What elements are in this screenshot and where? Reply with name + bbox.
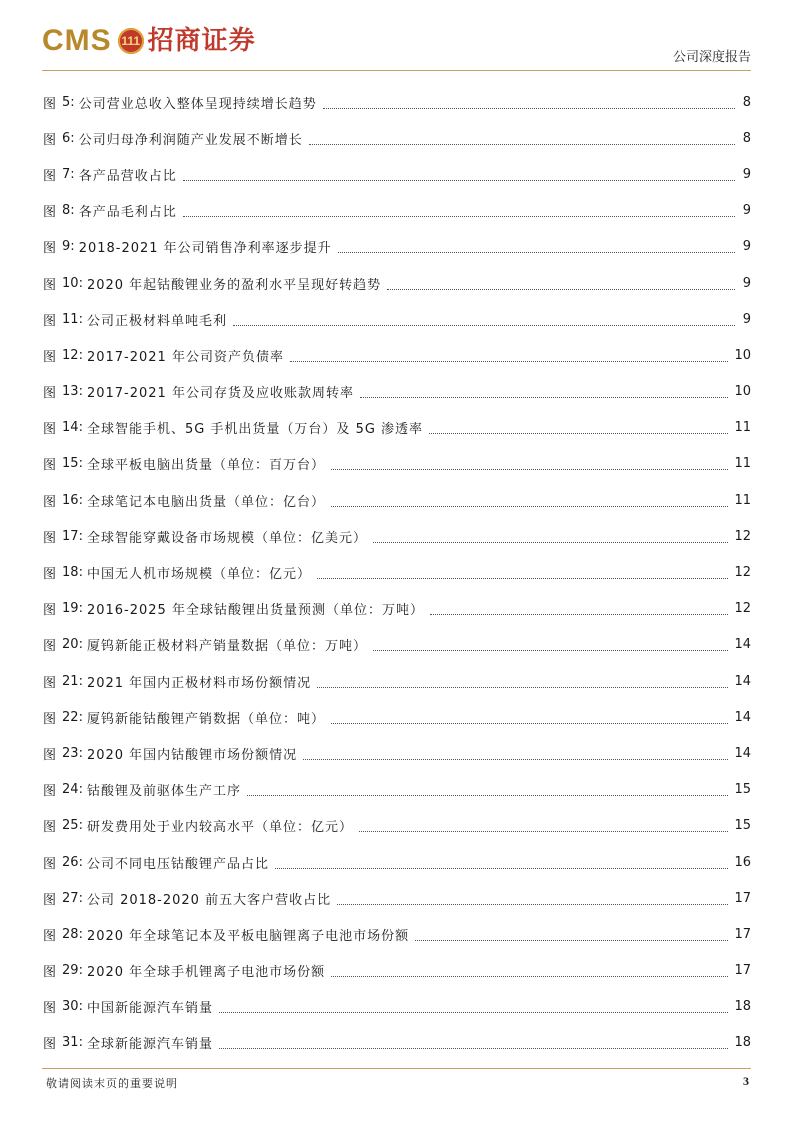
figure-title: 2016-2025 年全球钴酸锂出货量预测（单位：万吨）	[86, 603, 424, 619]
toc-entry-label	[43, 925, 409, 944]
page-header	[0, 0, 793, 72]
toc-entry-label	[43, 274, 381, 293]
figure-prefix: 图	[43, 675, 61, 691]
figure-prefix: 图	[43, 965, 61, 981]
toc-entry[interactable]	[43, 591, 751, 627]
page-number: 3	[743, 1074, 749, 1088]
company-logo	[42, 26, 256, 56]
figure-page-number: 9	[742, 311, 751, 327]
figure-number: 10	[62, 275, 79, 291]
toc-entry-label	[43, 382, 354, 401]
figure-page-number: 9	[742, 166, 751, 182]
figure-number: 18	[62, 565, 79, 581]
figure-page-number: 11	[734, 456, 751, 472]
dot-leader	[387, 289, 735, 290]
figure-title: 中国无人机市场规模（单位：亿元）	[86, 567, 311, 583]
toc-entry-label	[43, 165, 177, 184]
figure-number-separator: :	[78, 890, 83, 906]
toc-entry[interactable]	[43, 84, 751, 120]
figure-prefix: 图	[43, 711, 61, 727]
figure-prefix: 图	[43, 241, 61, 257]
figure-number: 21	[62, 673, 79, 689]
toc-entry[interactable]	[43, 1025, 751, 1061]
figure-prefix: 图	[43, 928, 61, 944]
toc-entry[interactable]	[43, 518, 751, 554]
toc-entry-label	[43, 853, 269, 872]
figure-number: 22	[62, 709, 79, 725]
toc-entry-label	[43, 454, 325, 473]
figure-title: 各产品营收占比	[78, 168, 177, 184]
figure-title: 钴酸锂及前驱体生产工序	[86, 784, 241, 800]
figure-page-number: 17	[734, 963, 751, 979]
figure-number-separator: :	[78, 601, 83, 617]
logo-cms-text: CMS	[42, 24, 112, 57]
logo-emblem-icon: 111	[118, 28, 144, 54]
toc-entry[interactable]	[43, 808, 751, 844]
toc-entry-label	[43, 708, 325, 727]
figure-page-number: 12	[734, 601, 751, 617]
dot-leader	[331, 723, 728, 724]
figure-page-number: 11	[734, 420, 751, 436]
figure-title: 厦钨新能钴酸锂产销数据（单位：吨）	[86, 711, 325, 727]
figure-number-separator: :	[78, 745, 83, 761]
toc-entry[interactable]	[43, 229, 751, 265]
figure-title: 2018-2021 年公司销售净利率逐步提升	[78, 241, 332, 257]
figure-number: 27	[62, 890, 79, 906]
figure-prefix: 图	[43, 277, 61, 293]
figure-prefix: 图	[43, 205, 61, 221]
figure-number-separator: :	[70, 130, 75, 146]
figure-number-separator: :	[78, 311, 83, 327]
figure-title: 全球新能源汽车销量	[86, 1037, 213, 1053]
figure-number: 20	[62, 637, 79, 653]
figure-number: 12	[62, 347, 79, 363]
figure-number-separator: :	[78, 637, 83, 653]
figure-prefix: 图	[43, 856, 61, 872]
header-divider	[42, 70, 751, 71]
toc-entry-label	[43, 889, 331, 908]
figure-page-number: 14	[734, 709, 751, 725]
figure-title: 全球智能手机、5G 手机出货量（万台）及 5G 渗透率	[86, 422, 424, 438]
figure-number-separator: :	[78, 1035, 83, 1051]
toc-entry-label	[43, 599, 424, 618]
figure-prefix: 图	[43, 386, 61, 402]
figure-prefix: 图	[43, 820, 61, 836]
figure-number-separator: :	[70, 94, 75, 110]
figure-number-separator: :	[70, 239, 75, 255]
figure-number: 17	[62, 528, 79, 544]
figure-number-separator: :	[78, 709, 83, 725]
toc-entry-label	[43, 997, 213, 1016]
toc-entry-label	[43, 961, 325, 980]
figure-title: 各产品毛利占比	[78, 205, 177, 221]
disclaimer-note: 敬请阅读末页的重要说明	[46, 1077, 178, 1090]
figure-number: 9	[62, 239, 71, 255]
toc-entry[interactable]	[43, 699, 751, 735]
dot-leader	[317, 687, 728, 688]
report-type-label: 公司深度报告	[672, 50, 751, 65]
figure-number-separator: :	[78, 384, 83, 400]
figure-title: 2020 年全球笔记本及平板电脑锂离子电池市场份额	[86, 928, 410, 944]
toc-entry[interactable]	[43, 627, 751, 663]
figure-page-number: 18	[734, 1035, 751, 1051]
toc-entry-label	[43, 816, 353, 835]
toc-entry[interactable]	[43, 193, 751, 229]
toc-entry-label	[43, 201, 177, 220]
figure-number: 11	[62, 311, 79, 327]
dot-leader	[219, 1048, 728, 1049]
dot-leader	[183, 216, 735, 217]
figure-prefix: 图	[43, 458, 61, 474]
figure-page-number: 18	[734, 999, 751, 1015]
figure-number: 29	[62, 963, 79, 979]
toc-entry[interactable]	[43, 156, 751, 192]
toc-entry[interactable]	[43, 374, 751, 410]
toc-entry[interactable]	[43, 337, 751, 373]
figure-title: 2017-2021 年公司资产负债率	[86, 349, 284, 365]
toc-entry[interactable]	[43, 410, 751, 446]
figure-title: 2020 年国内钴酸锂市场份额情况	[86, 747, 298, 763]
figure-number-separator: :	[78, 420, 83, 436]
dot-leader	[303, 759, 728, 760]
figure-number-separator: :	[78, 528, 83, 544]
figure-prefix: 图	[43, 530, 61, 546]
figure-page-number: 16	[734, 854, 751, 870]
figure-page-number: 8	[742, 94, 751, 110]
toc-entry[interactable]	[43, 735, 751, 771]
dot-leader	[233, 325, 735, 326]
figure-number-separator: :	[78, 673, 83, 689]
figure-page-number: 14	[734, 637, 751, 653]
figure-page-number: 15	[734, 782, 751, 798]
toc-entry-label	[43, 237, 332, 256]
figure-title: 厦钨新能正极材料产销量数据（单位：万吨）	[86, 639, 367, 655]
figure-number-separator: :	[70, 203, 75, 219]
figure-title: 2017-2021 年公司存货及应收账款周转率	[86, 386, 354, 402]
figure-page-number: 15	[734, 818, 751, 834]
figure-page-number: 14	[734, 673, 751, 689]
figure-number: 24	[62, 782, 79, 798]
figure-number: 6	[62, 130, 71, 146]
figure-number: 30	[62, 999, 79, 1015]
figure-title: 公司营业总收入整体呈现持续增长趋势	[78, 96, 317, 112]
figure-number: 13	[62, 384, 79, 400]
figure-number: 16	[62, 492, 79, 508]
dot-leader	[338, 252, 735, 253]
figure-list	[43, 84, 751, 1061]
figure-number: 31	[62, 1035, 79, 1051]
figure-prefix: 图	[43, 168, 61, 184]
figure-title: 公司不同电压钴酸锂产品占比	[86, 856, 269, 872]
figure-title: 全球笔记本电脑出货量（单位：亿台）	[86, 494, 325, 510]
toc-entry-label	[43, 635, 367, 654]
figure-title: 公司 2018-2020 前五大客户营收占比	[86, 892, 332, 908]
figure-prefix: 图	[43, 892, 61, 908]
toc-entry-label	[43, 744, 297, 763]
figure-page-number: 10	[734, 347, 751, 363]
toc-entry-label	[43, 310, 227, 329]
figure-title: 研发费用处于业内较高水平（单位：亿元）	[86, 820, 353, 836]
figure-number: 14	[62, 420, 79, 436]
dot-leader	[331, 976, 728, 977]
figure-number-separator: :	[78, 565, 83, 581]
toc-entry[interactable]	[43, 844, 751, 880]
page-footer	[42, 1068, 751, 1088]
figure-number-separator: :	[78, 999, 83, 1015]
toc-entry-label	[43, 418, 423, 437]
figure-number-separator: :	[78, 782, 83, 798]
footer-divider	[42, 1068, 751, 1069]
figure-prefix: 图	[43, 132, 61, 148]
dot-leader	[219, 1012, 728, 1013]
figure-title: 2020 年全球手机锂离子电池市场份额	[86, 965, 326, 981]
dot-leader	[331, 506, 728, 507]
dot-leader	[429, 433, 728, 434]
figure-page-number: 14	[734, 745, 751, 761]
dot-leader	[415, 940, 728, 941]
figure-page-number: 9	[742, 203, 751, 219]
figure-title: 中国新能源汽车销量	[86, 1001, 213, 1017]
toc-entry[interactable]	[43, 953, 751, 989]
figure-number: 28	[62, 926, 79, 942]
figure-prefix: 图	[43, 422, 61, 438]
figure-page-number: 9	[742, 239, 751, 255]
toc-entry[interactable]	[43, 265, 751, 301]
dot-leader	[323, 108, 735, 109]
toc-entry-label	[43, 672, 311, 691]
toc-entry-label	[43, 491, 325, 510]
figure-number: 7	[62, 166, 71, 182]
dot-leader	[359, 831, 728, 832]
figure-prefix: 图	[43, 603, 61, 619]
dot-leader	[247, 795, 728, 796]
figure-number: 26	[62, 854, 79, 870]
logo-chinese-text: 招商证券	[147, 26, 256, 56]
figure-page-number: 8	[742, 130, 751, 146]
figure-number-separator: :	[78, 854, 83, 870]
figure-number-separator: :	[78, 492, 83, 508]
figure-title: 全球智能穿戴设备市场规模（单位：亿美元）	[86, 530, 367, 546]
toc-entry-label	[43, 93, 317, 112]
figure-number-separator: :	[70, 166, 75, 182]
figure-title: 2021 年国内正极材料市场份额情况	[86, 675, 312, 691]
dot-leader	[309, 144, 735, 145]
toc-entry-label	[43, 527, 367, 546]
figure-prefix: 图	[43, 349, 61, 365]
figure-prefix: 图	[43, 96, 61, 112]
toc-entry[interactable]	[43, 554, 751, 590]
figure-page-number: 9	[742, 275, 751, 291]
figure-number-separator: :	[78, 926, 83, 942]
figure-number-separator: :	[78, 275, 83, 291]
toc-entry-label	[43, 346, 284, 365]
figure-title: 公司归母净利润随产业发展不断增长	[78, 132, 303, 148]
figure-title: 全球平板电脑出货量（单位：百万台）	[86, 458, 325, 474]
dot-leader	[317, 578, 728, 579]
figure-prefix: 图	[43, 567, 61, 583]
dot-leader	[290, 361, 729, 362]
figure-number-separator: :	[78, 456, 83, 472]
figure-number: 8	[62, 203, 71, 219]
dot-leader	[373, 542, 728, 543]
figure-prefix: 图	[43, 1001, 61, 1017]
toc-entry[interactable]	[43, 989, 751, 1025]
dot-leader	[183, 180, 735, 181]
toc-entry-label	[43, 1033, 213, 1052]
figure-page-number: 17	[734, 890, 751, 906]
figure-page-number: 10	[734, 384, 751, 400]
figure-prefix: 图	[43, 747, 61, 763]
toc-entry-label	[43, 780, 241, 799]
toc-entry[interactable]	[43, 663, 751, 699]
figure-number: 25	[62, 818, 79, 834]
figure-prefix: 图	[43, 1037, 61, 1053]
figure-page-number: 12	[734, 528, 751, 544]
figure-number-separator: :	[78, 963, 83, 979]
figure-number: 19	[62, 601, 79, 617]
figure-prefix: 图	[43, 494, 61, 510]
dot-leader	[360, 397, 729, 398]
toc-entry[interactable]	[43, 120, 751, 156]
toc-entry[interactable]	[43, 880, 751, 916]
figure-number: 15	[62, 456, 79, 472]
toc-entry-label	[43, 563, 311, 582]
toc-entry[interactable]	[43, 482, 751, 518]
dot-leader	[373, 650, 728, 651]
figure-number-separator: :	[78, 347, 83, 363]
figure-page-number: 17	[734, 926, 751, 942]
dot-leader	[430, 614, 729, 615]
figure-number: 5	[62, 94, 71, 110]
figure-page-number: 11	[734, 492, 751, 508]
toc-entry[interactable]	[43, 301, 751, 337]
dot-leader	[331, 469, 728, 470]
figure-number: 23	[62, 745, 79, 761]
figure-title: 2020 年起钴酸锂业务的盈利水平呈现好转趋势	[86, 277, 382, 293]
toc-entry[interactable]	[43, 772, 751, 808]
figure-number-separator: :	[78, 818, 83, 834]
toc-entry[interactable]	[43, 916, 751, 952]
figure-prefix: 图	[43, 784, 61, 800]
toc-entry[interactable]	[43, 446, 751, 482]
figure-prefix: 图	[43, 313, 61, 329]
dot-leader	[337, 904, 728, 905]
figure-title: 公司正极材料单吨毛利	[86, 313, 227, 329]
dot-leader	[275, 868, 728, 869]
figure-prefix: 图	[43, 639, 61, 655]
figure-page-number: 12	[734, 565, 751, 581]
toc-entry-label	[43, 129, 303, 148]
